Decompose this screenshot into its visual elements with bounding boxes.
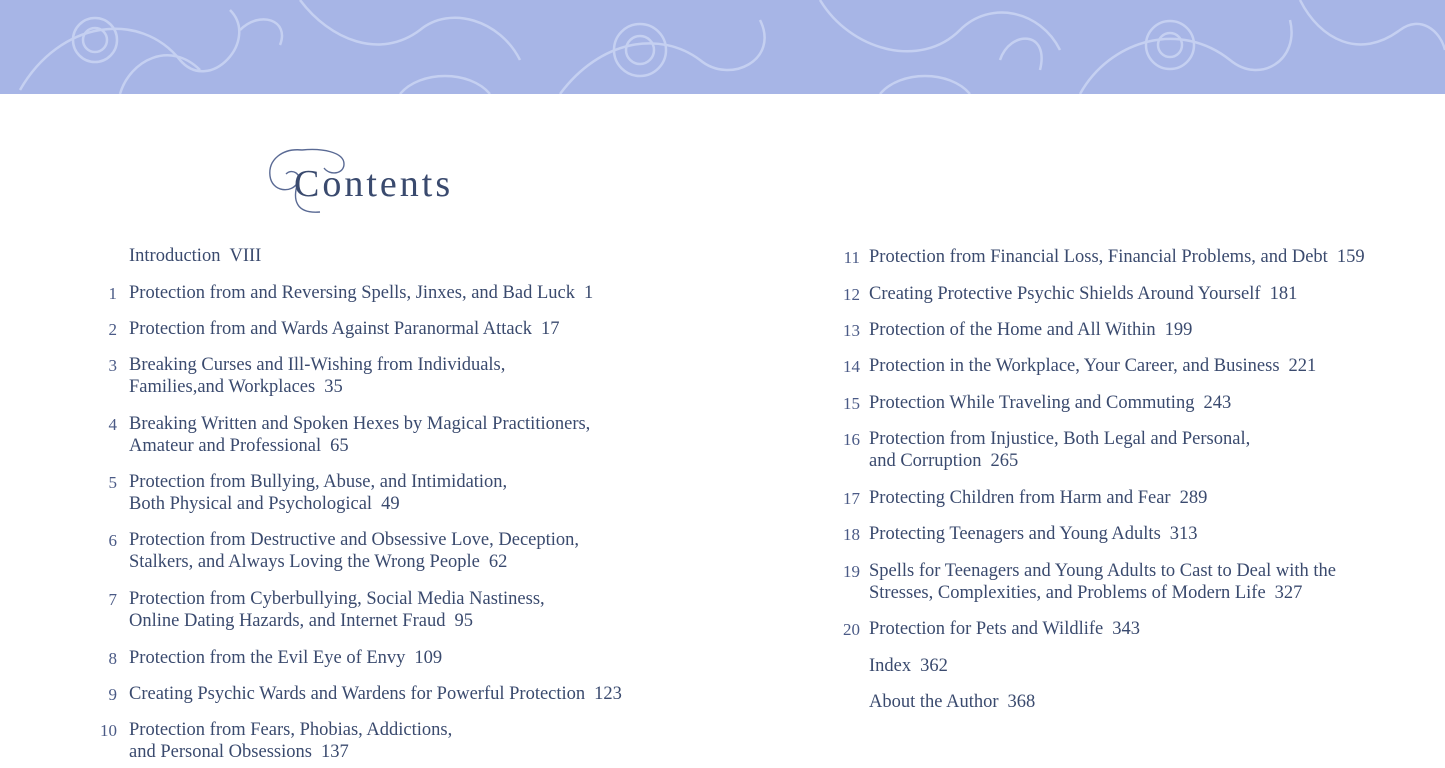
page-number: 289 — [1179, 488, 1208, 508]
page-number: 181 — [1269, 284, 1298, 304]
chapter-title-text: Index — [869, 656, 912, 676]
chapter-title-line — [869, 487, 1207, 509]
floral-pattern-icon — [0, 0, 1445, 94]
chapter-title-text: Breaking Written and Spoken Hexes by Magical Practitioners, — [129, 414, 591, 434]
chapter-number: 9 — [108, 685, 117, 704]
chapter-title-text: About the Author — [869, 692, 999, 712]
chapter-number: 12 — [843, 285, 860, 304]
chapter-number: 17 — [843, 489, 860, 508]
chapter-title-line — [869, 691, 1035, 713]
chapter-title-line — [869, 655, 948, 677]
chapter-title-text: Stresses, Complexities, and Problems of Modern Life — [869, 583, 1266, 603]
chapter-title-text: Online Dating Hazards, and Internet Fraud — [129, 611, 446, 631]
chapter-title-text: Protection from Cyberbullying, Social Media Nastiness, — [129, 589, 545, 609]
chapter-title-line — [869, 560, 1336, 582]
chapter-title-text: Protection in the Workplace, Your Career, and Business — [869, 356, 1280, 376]
chapter-title-line — [129, 719, 452, 741]
chapter-title-text: Amateur and Professional — [129, 436, 322, 456]
chapter-title-text: Protecting Children from Harm and Fear — [869, 488, 1171, 508]
chapter-title-line — [869, 450, 1018, 472]
chapter-title-line — [129, 376, 343, 398]
chapter-title-text: Protection of the Home and All Within — [869, 320, 1156, 340]
chapter-number: 18 — [843, 525, 860, 544]
chapter-title-text: Protection from Injustice, Both Legal and Personal, — [869, 429, 1251, 449]
page-number: VIII — [229, 246, 262, 266]
chapter-title-text: Protection from and Reversing Spells, Jinxes, and Bad Luck — [129, 283, 575, 303]
chapter-title-line — [129, 493, 400, 515]
chapter-title-line — [129, 529, 579, 551]
chapter-title-text: Protection for Pets and Wildlife — [869, 619, 1104, 639]
chapter-number: 2 — [108, 320, 117, 339]
chapter-number: 7 — [108, 590, 117, 609]
page-number: 243 — [1203, 393, 1232, 413]
chapter-title-line — [129, 741, 349, 763]
chapter-number: 16 — [843, 430, 860, 449]
chapter-title-text: Protection from Fears, Phobias, Addictions, — [129, 720, 453, 740]
page-number: 159 — [1336, 247, 1365, 267]
chapter-title-line — [869, 582, 1302, 604]
page-number: 1 — [583, 283, 594, 303]
page-number: 49 — [381, 494, 400, 514]
chapter-title-line — [129, 683, 622, 705]
chapter-number: 1 — [108, 284, 117, 303]
page-title: Contents — [294, 163, 454, 205]
chapter-title-line — [129, 318, 560, 340]
chapter-title-text: and Personal Obsessions — [129, 742, 312, 762]
chapter-title-line — [129, 647, 442, 669]
chapter-title-text: Protecting Teenagers and Young Adults — [869, 524, 1161, 544]
chapter-title-text: Both Physical and Psychological — [129, 494, 373, 514]
page-number: 35 — [324, 377, 343, 397]
chapter-title-text: Protection from the Evil Eye of Envy — [129, 648, 406, 668]
decorative-banner — [0, 0, 1445, 94]
page-number: 343 — [1112, 619, 1140, 639]
chapter-title-line — [869, 355, 1316, 377]
chapter-title-line — [129, 610, 473, 632]
chapter-number: 4 — [108, 415, 117, 434]
chapter-title-line — [869, 283, 1297, 305]
page-number: 368 — [1007, 692, 1036, 712]
page-number: 327 — [1274, 583, 1303, 603]
chapter-title-line — [129, 471, 507, 493]
chapter-title-text: Spells for Teenagers and Young Adults to Cast to Deal with the — [869, 561, 1336, 581]
chapter-number: 6 — [108, 531, 117, 550]
chapter-title-line — [129, 413, 590, 435]
chapter-title-text: Protection from Destructive and Obsessive Love, Deception, — [129, 530, 580, 550]
chapter-number: 20 — [843, 620, 860, 639]
chapter-title-text: Stalkers, and Always Loving the Wrong People — [129, 552, 480, 572]
chapter-title-line — [129, 282, 593, 304]
chapter-number: 13 — [843, 321, 860, 340]
chapter-title-text: Creating Protective Psychic Shields Around Yourself — [869, 284, 1261, 304]
chapter-title-line — [869, 392, 1231, 414]
chapter-number: 5 — [108, 473, 117, 492]
chapter-title-line — [869, 319, 1192, 341]
chapter-number: 15 — [843, 394, 860, 413]
chapter-title-text: Breaking Curses and Ill-Wishing from Individuals, — [129, 355, 506, 375]
page-number: 313 — [1169, 524, 1198, 544]
chapter-number: 8 — [108, 649, 117, 668]
chapter-number: 3 — [108, 356, 117, 375]
chapter-title-text: Protection While Traveling and Commuting — [869, 393, 1195, 413]
page-number: 62 — [488, 552, 508, 572]
chapter-title-text: Creating Psychic Wards and Wardens for Powerful Protection — [129, 684, 586, 704]
chapter-title-line — [129, 435, 349, 457]
chapter-number: 10 — [100, 721, 117, 740]
page-number: 137 — [320, 742, 349, 762]
page-number: 265 — [990, 451, 1019, 471]
chapter-title-line — [129, 551, 507, 573]
chapter-title-line — [869, 246, 1365, 268]
chapter-title-text: Families,and Workplaces — [129, 377, 316, 397]
chapter-title-line — [129, 245, 261, 267]
page-number: 109 — [414, 648, 443, 668]
chapter-title-line — [129, 354, 505, 376]
chapter-title-line — [869, 428, 1250, 450]
page-number: 221 — [1288, 356, 1317, 376]
chapter-title-line — [869, 523, 1198, 545]
chapter-title-text: and Corruption — [869, 451, 982, 471]
chapter-title-text: Protection from Financial Loss, Financial Problems, and Debt — [869, 247, 1328, 267]
chapter-number: 19 — [843, 562, 860, 581]
chapter-title-text: Protection from Bullying, Abuse, and Intimidation, — [129, 472, 508, 492]
page-number: 199 — [1164, 320, 1193, 340]
page-number: 65 — [330, 436, 349, 456]
chapter-number: 14 — [843, 357, 860, 376]
chapter-title-line — [129, 588, 545, 610]
page-number: 362 — [920, 656, 948, 676]
page-number: 123 — [594, 684, 622, 704]
chapter-title-text: Protection from and Wards Against Paranormal Attack — [129, 319, 533, 339]
chapter-number: 11 — [843, 248, 860, 267]
contents-heading — [262, 142, 462, 222]
chapter-title-text: Introduction — [129, 246, 221, 266]
page-number: 95 — [454, 611, 473, 631]
page-number: 17 — [541, 319, 560, 339]
chapter-title-line — [869, 618, 1140, 640]
